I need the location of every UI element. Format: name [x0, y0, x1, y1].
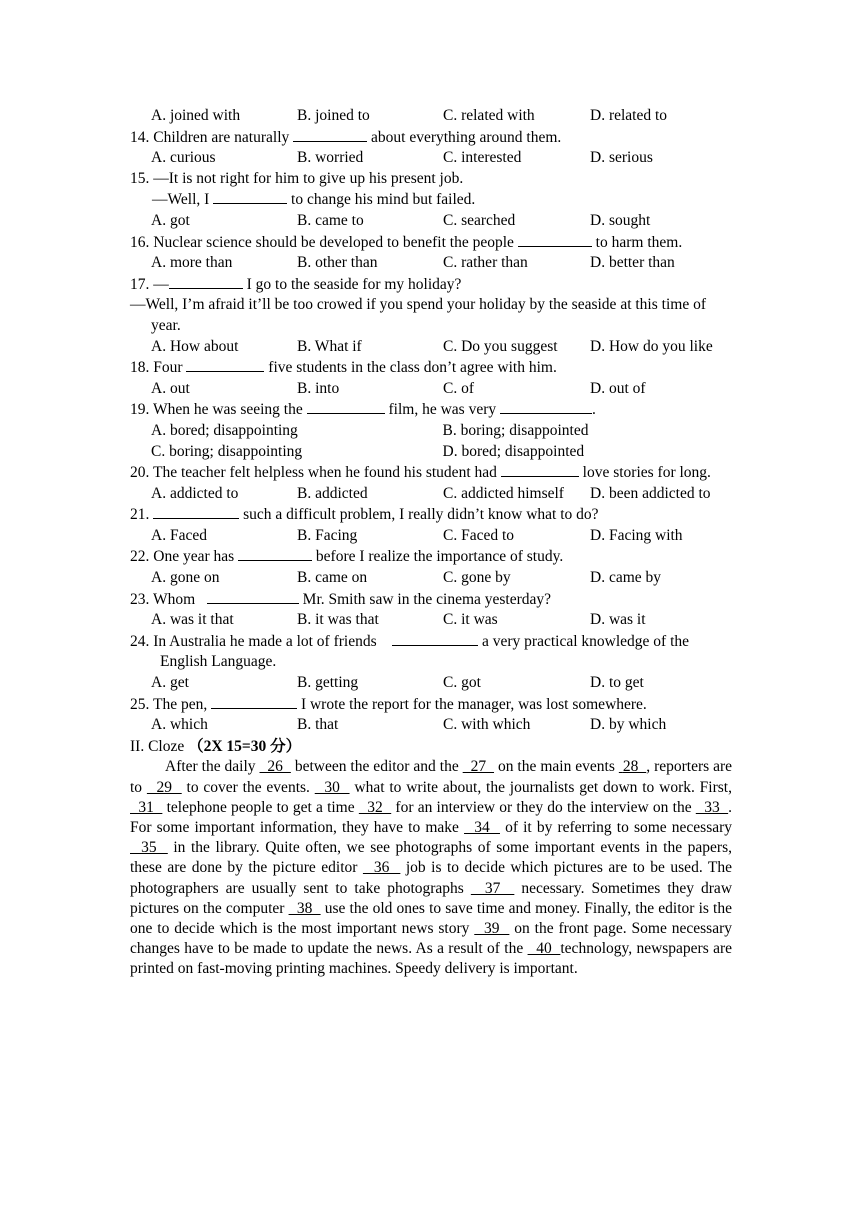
question-22: 22. One year has before I realize the importance of study.: [130, 548, 564, 566]
question-16: 16. Nuclear science should be developed to benefit the people to harm them.: [130, 233, 683, 251]
option: B. worried: [297, 149, 364, 167]
cloze-blank: 35: [130, 839, 168, 857]
option: B. into: [297, 379, 340, 397]
cloze-blank: 39: [474, 920, 510, 938]
section-heading-cloze: II. Cloze （2X 15=30 分）: [130, 737, 302, 755]
option: C. it was: [443, 611, 498, 629]
answer-blank: [153, 504, 239, 519]
option: D. to get: [590, 674, 644, 692]
question-20: 20. The teacher felt helpless when he found his student had love stories for long.: [130, 464, 711, 482]
option: D. Facing with: [590, 526, 683, 544]
option: D. bored; disappointed: [442, 442, 585, 460]
question-23: 23. Whom Mr. Smith saw in the cinema yesterday?: [130, 590, 552, 608]
option: D. was it: [590, 611, 646, 629]
option: A. gone on: [151, 569, 220, 587]
cloze-blank: 37: [470, 879, 515, 897]
answer-blank: [186, 357, 264, 372]
option: C. of: [443, 379, 474, 397]
option: A. How about: [151, 337, 239, 355]
cloze-blank: 26: [259, 758, 291, 776]
answer-blank: [207, 589, 299, 604]
option: A. out: [151, 379, 190, 397]
q15-options: [130, 211, 732, 232]
option: C. Do you suggest: [443, 337, 558, 355]
option: C. with which: [443, 716, 531, 734]
q21-options: [130, 526, 732, 547]
option: B. came to: [297, 211, 364, 229]
question-17-reply: —Well, I’m afraid it’ll be too crowed if you spend your holiday by the seaside at this time of year.: [130, 296, 706, 334]
option: D. How do you like: [590, 337, 713, 355]
option: C. boring; disappointing: [151, 442, 303, 460]
option: D. been addicted to: [590, 484, 711, 502]
cloze-blank: 38: [288, 899, 321, 917]
option: A. bored; disappointing: [151, 421, 298, 439]
option: D. better than: [590, 254, 675, 272]
q19-options-row2: [130, 442, 732, 463]
cloze-blank: 31: [130, 798, 163, 816]
cloze-blank: 33: [695, 798, 729, 816]
option: D. sought: [590, 211, 651, 229]
q17-options: [130, 337, 732, 358]
option: C. gone by: [443, 569, 511, 587]
option: B. What if: [297, 337, 362, 355]
q18-options: [130, 379, 732, 400]
cloze-blank: 27: [462, 758, 495, 776]
option: B. it was that: [297, 611, 379, 629]
q20-options: [130, 484, 732, 505]
option: D. related to: [590, 107, 668, 124]
option: A. Faced: [151, 526, 207, 544]
option: C. searched: [443, 211, 516, 229]
cloze-blank: 32: [358, 798, 392, 816]
question-14: 14. Children are naturally about everything around them.: [130, 128, 562, 146]
cloze-passage: After the daily 26 between the editor and the 27 on the main events 28 , reporters are to 29 to cover the events. 30 what to write about, the journalists get down to work. First, 31 telephone people to get a time 32 for an interview or they do the interview on the 33 . For some important information, they have to make 34 of it by referring to some necessary 35 in the library. Quite often, we see photographs of some important events in the papers, these are done by the picture editor 36 job is to decide which pictures are to be used. The photographers are usually sent to take photographs 37 necessary. Sometimes they draw pictures on the computer 38 use the old ones to save time and money. Finally, the editor is the one to decide which is the most important news story 39 on the front page. Some necessary changes have to be made to update the news. As a result of the 40 technology, newspapers are printed on fast-moving printing machines. Speedy delivery is important.: [130, 758, 733, 978]
option: B. Facing: [297, 526, 358, 544]
cloze-blank: 36: [362, 859, 401, 877]
option: B. getting: [297, 674, 359, 692]
answer-blank: [518, 232, 592, 247]
option: A. which: [151, 716, 208, 734]
option: D. by which: [590, 716, 667, 734]
option: C. got: [443, 674, 481, 692]
cloze-blank: 29: [146, 778, 182, 796]
option: C. interested: [443, 149, 522, 167]
q13-options: [130, 106, 732, 127]
question-18: 18. Four five students in the class don’t agree with him.: [130, 359, 557, 377]
option: A. curious: [151, 149, 216, 167]
option: C. addicted himself: [443, 484, 564, 502]
q14-options: [130, 148, 732, 169]
answer-blank: [500, 399, 592, 414]
option: A. get: [151, 674, 189, 692]
option: B. boring; disappointed: [442, 421, 589, 439]
answer-blank: [238, 546, 312, 561]
q19-options-row1: [130, 421, 732, 442]
q22-options: [130, 568, 732, 589]
option: D. serious: [590, 149, 653, 167]
option: B. came on: [297, 569, 368, 587]
option: C. Faced to: [443, 526, 515, 544]
answer-blank: [392, 631, 478, 646]
option: B. that: [297, 716, 339, 734]
question-15-reply: —Well, I to change his mind but failed.: [152, 191, 476, 209]
question-25: 25. The pen, I wrote the report for the manager, was lost somewhere.: [130, 695, 647, 713]
cloze-blank: 40: [527, 940, 561, 958]
q16-options: [130, 253, 732, 274]
option: A. got: [151, 211, 190, 229]
answer-blank: [501, 462, 579, 477]
question-21: 21. such a difficult problem, I really didn’t know what to do?: [130, 506, 599, 524]
cloze-blank: 28: [622, 758, 647, 776]
option: D. out of: [590, 379, 646, 397]
section-score: （2X 15=30 分）: [188, 737, 302, 755]
option: A. was it that: [151, 611, 234, 629]
option: D. came by: [590, 569, 662, 587]
question-24: 24. In Australia he made a lot of friends a very practical knowledge of the English Language.: [130, 632, 690, 671]
option: B. addicted: [297, 484, 368, 502]
q24-options: [130, 673, 732, 694]
question-19: 19. When he was seeing the film, he was very .: [130, 401, 596, 419]
q25-options: [130, 715, 732, 736]
cloze-blank: 34: [464, 819, 500, 837]
q23-options: [130, 610, 732, 631]
question-15: 15. —It is not right for him to give up his present job.: [130, 169, 464, 187]
answer-blank: [211, 694, 297, 709]
answer-blank: [169, 274, 243, 289]
option: C. rather than: [443, 254, 528, 272]
question-17: 17. — I go to the seaside for my holiday?: [130, 275, 462, 293]
option: A. joined with: [151, 107, 241, 124]
answer-blank: [293, 127, 367, 142]
answer-blank: [307, 399, 385, 414]
cloze-blank: 30: [314, 778, 350, 796]
option: B. other than: [297, 254, 378, 272]
answer-blank: [213, 189, 287, 204]
option: C. related with: [443, 107, 535, 124]
option: B. joined to: [297, 107, 370, 124]
option: A. more than: [151, 254, 233, 272]
exam-page: [130, 106, 732, 980]
option: A. addicted to: [151, 484, 239, 502]
